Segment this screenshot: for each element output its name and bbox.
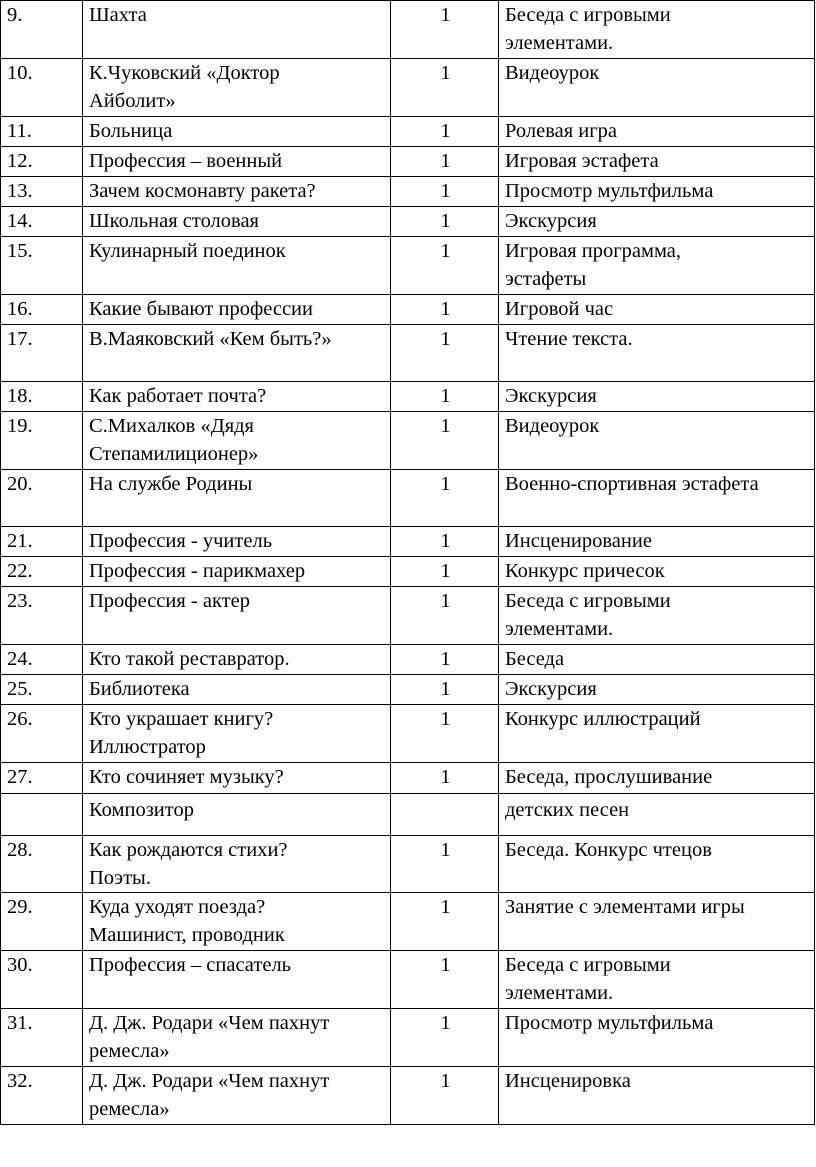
lesson-topic-line: Профессия - актер xyxy=(89,590,250,612)
table-row xyxy=(1,587,815,645)
hours-count: 1 xyxy=(391,587,499,645)
hours-count xyxy=(391,794,499,836)
hours-count: 1 xyxy=(391,325,499,382)
table-row xyxy=(1,763,815,794)
hours-count: 1 xyxy=(391,557,499,587)
hours-count: 1 xyxy=(391,117,499,147)
lesson-topic xyxy=(83,645,391,675)
row-number: 22. xyxy=(1,557,83,587)
activity-form-line: Беседа с игровыми xyxy=(505,590,671,612)
row-number: 29. xyxy=(1,893,83,951)
row-number: 26. xyxy=(1,705,83,763)
lesson-topic xyxy=(83,470,391,527)
activity-form-line: Военно-спортивная эстафета xyxy=(505,473,759,495)
lesson-topic xyxy=(83,147,391,177)
row-number: 15. xyxy=(1,237,83,295)
lesson-topic-line: Степамилиционер» xyxy=(89,443,259,465)
table-row xyxy=(1,177,815,207)
lesson-topic xyxy=(83,587,391,645)
row-number: 19. xyxy=(1,412,83,470)
lesson-topic-line: Кулинарный поединок xyxy=(89,240,286,262)
lesson-topic xyxy=(83,1,391,59)
activity-form-line: Ролевая игра xyxy=(505,120,617,142)
lesson-topic-line: Как рождаются стихи? xyxy=(89,839,288,861)
hours-count: 1 xyxy=(391,412,499,470)
lesson-topic xyxy=(83,207,391,237)
table-row xyxy=(1,836,815,893)
table-row xyxy=(1,382,815,412)
hours-count: 1 xyxy=(391,147,499,177)
activity-form-line: Экскурсия xyxy=(505,210,597,232)
activity-form-line: Экскурсия xyxy=(505,385,597,407)
row-number xyxy=(1,794,83,836)
lesson-topic-line: Д. Дж. Родари «Чем пахнут xyxy=(89,1070,330,1092)
row-number: 20. xyxy=(1,470,83,527)
hours-count: 1 xyxy=(391,237,499,295)
table-row xyxy=(1,470,815,527)
activity-form-line: Конкурс иллюстраций xyxy=(505,708,701,730)
lesson-topic-line: Композитор xyxy=(89,799,194,821)
activity-form xyxy=(499,587,815,645)
activity-form-line: Беседа, прослушивание xyxy=(505,766,713,788)
lesson-topic-line: Как работает почта? xyxy=(89,385,267,407)
table-row xyxy=(1,951,815,1009)
lesson-topic-line: Профессия - парикмахер xyxy=(89,560,306,582)
table-row xyxy=(1,557,815,587)
activity-form xyxy=(499,675,815,705)
activity-form xyxy=(499,412,815,470)
activity-form xyxy=(499,763,815,794)
hours-count: 1 xyxy=(391,645,499,675)
row-number: 12. xyxy=(1,147,83,177)
activity-form-line: Экскурсия xyxy=(505,678,597,700)
activity-form-line: Видеоурок xyxy=(505,415,600,437)
activity-form xyxy=(499,470,815,527)
lesson-topic-line: Библиотека xyxy=(89,678,190,700)
activity-form xyxy=(499,237,815,295)
lesson-topic-line: Кто такой реставратор. xyxy=(89,648,290,670)
activity-form-line: Беседа. Конкурс чтецов xyxy=(505,839,712,861)
activity-form xyxy=(499,59,815,117)
row-number: 16. xyxy=(1,295,83,325)
row-number: 10. xyxy=(1,59,83,117)
hours-count: 1 xyxy=(391,836,499,893)
row-number: 11. xyxy=(1,117,83,147)
activity-form-line: Конкурс причесок xyxy=(505,560,665,582)
row-number: 9. xyxy=(1,1,83,59)
lesson-topic xyxy=(83,1067,391,1125)
activity-form xyxy=(499,951,815,1009)
hours-count: 1 xyxy=(391,59,499,117)
activity-form-line: Игровая эстафета xyxy=(505,150,659,172)
lesson-topic xyxy=(83,794,391,836)
table-row xyxy=(1,1009,815,1067)
row-number: 30. xyxy=(1,951,83,1009)
activity-form-line: элементами. xyxy=(505,618,614,640)
hours-count: 1 xyxy=(391,207,499,237)
activity-form-line: детских песен xyxy=(505,799,630,821)
activity-form-line: эстафеты xyxy=(505,268,587,290)
table-row xyxy=(1,893,815,951)
lesson-topic xyxy=(83,412,391,470)
lesson-topic xyxy=(83,763,391,794)
lesson-topic-line: Шахта xyxy=(89,4,147,26)
lesson-topic-line: ремесла» xyxy=(89,1098,170,1120)
activity-form-line: Игровая программа, xyxy=(505,240,682,262)
table-body xyxy=(1,1,815,1125)
table-row xyxy=(1,1067,815,1125)
hours-count: 1 xyxy=(391,177,499,207)
activity-form-line: Беседа xyxy=(505,648,565,670)
activity-form xyxy=(499,382,815,412)
activity-form-line: Инсценирование xyxy=(505,530,652,552)
row-number: 23. xyxy=(1,587,83,645)
lesson-topic xyxy=(83,893,391,951)
hours-count: 1 xyxy=(391,295,499,325)
row-number: 24. xyxy=(1,645,83,675)
row-number: 28. xyxy=(1,836,83,893)
table-row xyxy=(1,117,815,147)
activity-form xyxy=(499,117,815,147)
table-row xyxy=(1,412,815,470)
lesson-topic-line: Профессия - учитель xyxy=(89,530,273,552)
lesson-topic-line: Какие бывают профессии xyxy=(89,298,313,320)
table-row xyxy=(1,645,815,675)
lesson-topic-line: Профессия – военный xyxy=(89,150,283,172)
lesson-topic xyxy=(83,1009,391,1067)
lesson-topic-line: Айболит» xyxy=(89,90,176,112)
activity-form xyxy=(499,147,815,177)
table-row xyxy=(1,295,815,325)
activity-form-line: Просмотр мультфильма xyxy=(505,180,714,202)
hours-count: 1 xyxy=(391,675,499,705)
row-number: 31. xyxy=(1,1009,83,1067)
activity-form-line: Беседа с игровыми xyxy=(505,954,671,976)
lesson-topic-line: К.Чуковский «Доктор xyxy=(89,62,280,84)
activity-form-line: Видеоурок xyxy=(505,62,600,84)
activity-form-line: Игровой час xyxy=(505,298,614,320)
row-number: 13. xyxy=(1,177,83,207)
lesson-topic xyxy=(83,382,391,412)
hours-count: 1 xyxy=(391,382,499,412)
lesson-topic-line: Профессия – спасатель xyxy=(89,954,292,976)
lesson-topic-line: В.Маяковский «Кем быть?» xyxy=(89,328,332,350)
lesson-topic-line: На службе Родины xyxy=(89,473,253,495)
lesson-topic-line: Иллюстратор xyxy=(89,736,206,758)
lesson-topic-line: Куда уходят поезда? xyxy=(89,896,266,918)
lesson-topic-line: С.Михалков «Дядя xyxy=(89,415,254,437)
activity-form-line: Чтение текста. xyxy=(505,328,633,350)
hours-count: 1 xyxy=(391,1,499,59)
activity-form-line: Занятие с элементами игры xyxy=(505,896,745,918)
row-number: 25. xyxy=(1,675,83,705)
hours-count: 1 xyxy=(391,763,499,794)
table-row xyxy=(1,1,815,59)
table-row xyxy=(1,705,815,763)
activity-form xyxy=(499,1,815,59)
activity-form xyxy=(499,207,815,237)
lesson-topic xyxy=(83,177,391,207)
activity-form xyxy=(499,836,815,893)
lesson-topic-line: Д. Дж. Родари «Чем пахнут xyxy=(89,1012,330,1034)
table-row xyxy=(1,147,815,177)
activity-form xyxy=(499,1067,815,1125)
row-number: 18. xyxy=(1,382,83,412)
lesson-topic xyxy=(83,59,391,117)
activity-form xyxy=(499,705,815,763)
table-row xyxy=(1,675,815,705)
lesson-topic-line: Кто украшает книгу? xyxy=(89,708,274,730)
lesson-topic xyxy=(83,557,391,587)
activity-form-line: Инсценировка xyxy=(505,1070,631,1092)
lesson-topic-line: Больница xyxy=(89,120,173,142)
lesson-topic xyxy=(83,836,391,893)
hours-count: 1 xyxy=(391,470,499,527)
activity-form-line: Беседа с игровыми xyxy=(505,4,671,26)
hours-count: 1 xyxy=(391,527,499,557)
lesson-topic-line: Поэты. xyxy=(89,867,151,889)
hours-count: 1 xyxy=(391,1009,499,1067)
activity-form xyxy=(499,1009,815,1067)
lesson-topic xyxy=(83,675,391,705)
lesson-topic-line: ремесла» xyxy=(89,1040,170,1062)
lesson-topic-line: Зачем космонавту ракета? xyxy=(89,180,316,202)
table-row xyxy=(1,207,815,237)
row-number: 27. xyxy=(1,763,83,794)
table-row xyxy=(1,527,815,557)
row-number: 17. xyxy=(1,325,83,382)
lesson-topic xyxy=(83,527,391,557)
hours-count: 1 xyxy=(391,893,499,951)
lesson-topic-line: Машинист, проводник xyxy=(89,924,285,946)
activity-form-line: элементами. xyxy=(505,32,614,54)
hours-count: 1 xyxy=(391,705,499,763)
hours-count: 1 xyxy=(391,1067,499,1125)
row-number: 21. xyxy=(1,527,83,557)
activity-form xyxy=(499,794,815,836)
activity-form-line: Просмотр мультфильма xyxy=(505,1012,714,1034)
lesson-topic xyxy=(83,117,391,147)
table-row xyxy=(1,59,815,117)
lesson-topic-line: Кто сочиняет музыку? xyxy=(89,766,284,788)
activity-form xyxy=(499,893,815,951)
activity-form-line: элементами. xyxy=(505,982,614,1004)
lesson-topic xyxy=(83,951,391,1009)
activity-form xyxy=(499,645,815,675)
row-number: 32. xyxy=(1,1067,83,1125)
activity-form xyxy=(499,557,815,587)
lesson-topic xyxy=(83,325,391,382)
activity-form xyxy=(499,325,815,382)
activity-form xyxy=(499,527,815,557)
activity-form xyxy=(499,177,815,207)
lesson-topic xyxy=(83,295,391,325)
lesson-topic xyxy=(83,237,391,295)
lesson-topic xyxy=(83,705,391,763)
table-row xyxy=(1,794,815,836)
table-row xyxy=(1,325,815,382)
table-row xyxy=(1,237,815,295)
lesson-topic-line: Школьная столовая xyxy=(89,210,259,232)
row-number: 14. xyxy=(1,207,83,237)
hours-count: 1 xyxy=(391,951,499,1009)
activity-form xyxy=(499,295,815,325)
